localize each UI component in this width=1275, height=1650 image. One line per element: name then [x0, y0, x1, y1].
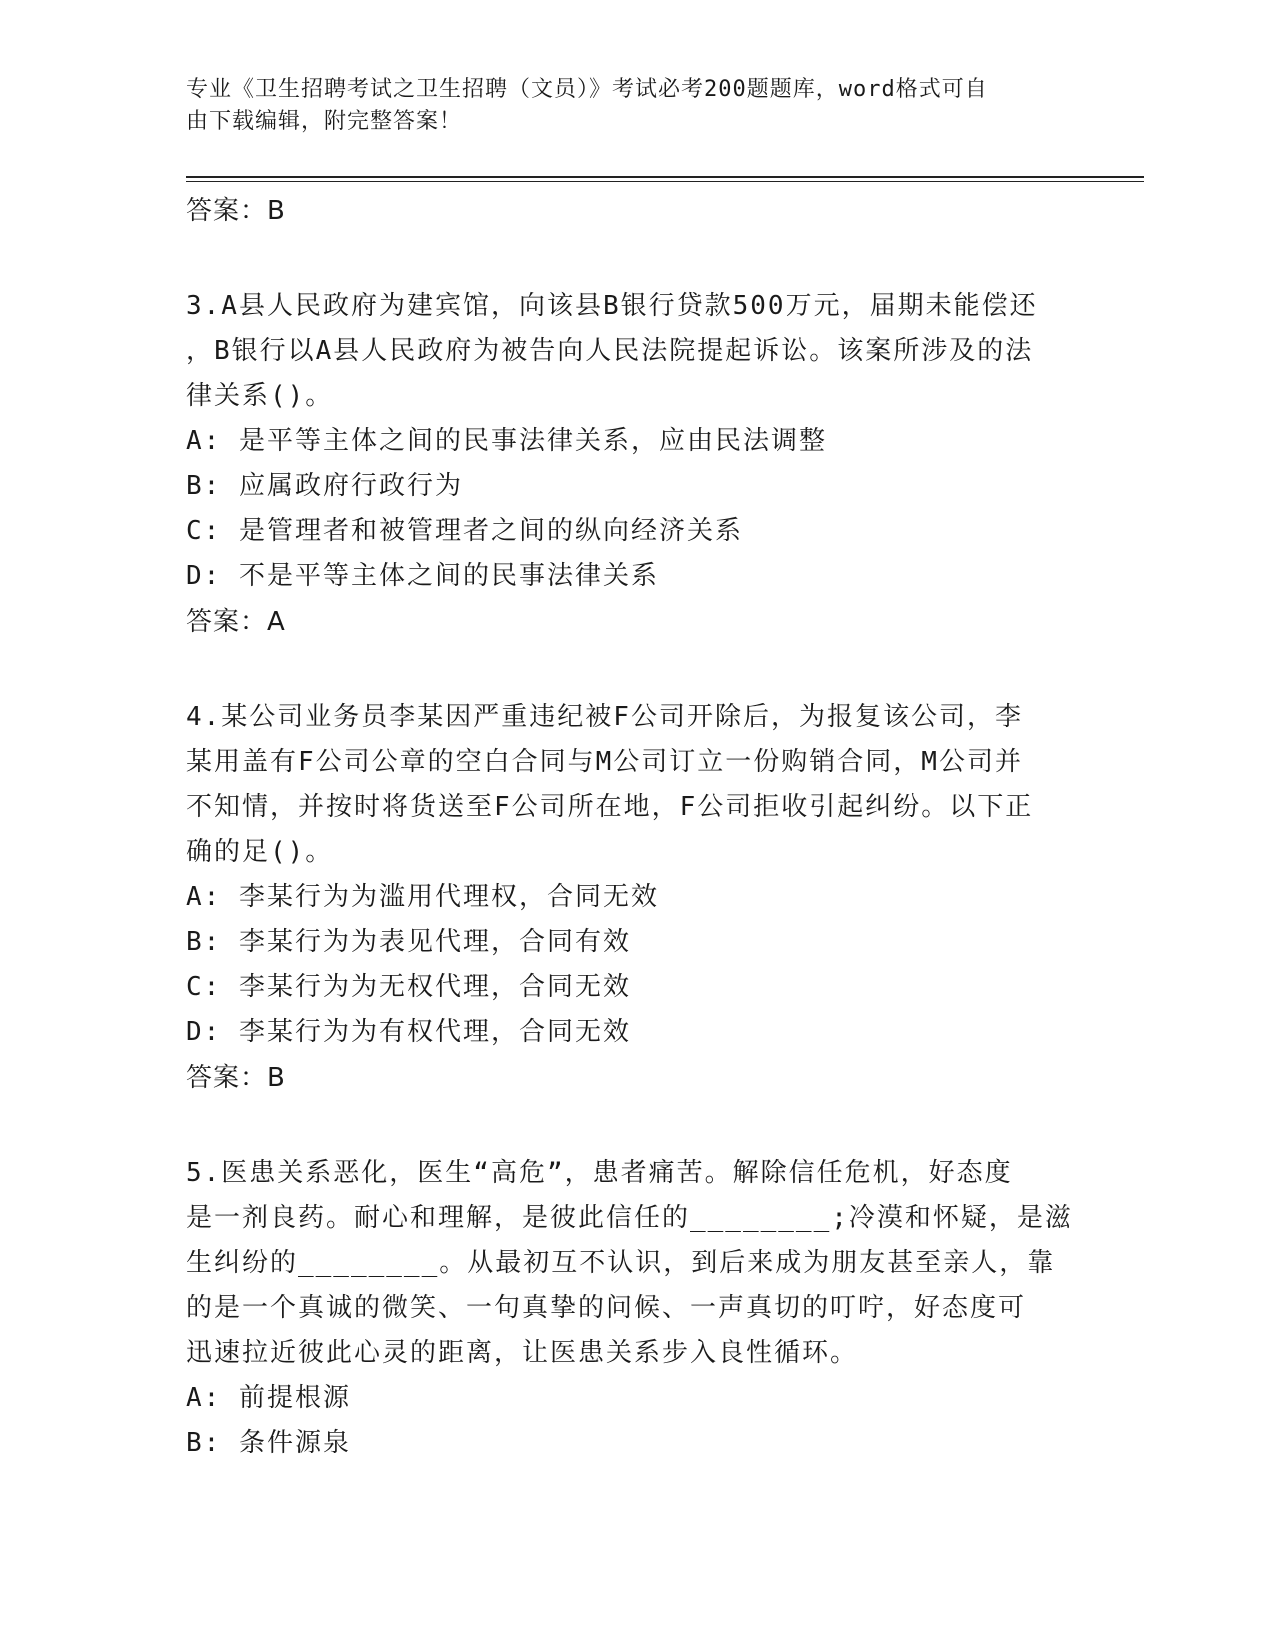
- header-title-line-1: 专业《卫生招聘考试之卫生招聘（文员）》考试必考200题题库，word格式可自: [186, 77, 988, 102]
- option-d: D: 不是平等主体之间的民事法律关系: [186, 561, 659, 591]
- option-b: B: 应属政府行政行为: [186, 471, 463, 501]
- question-stem-line: 是一剂良药。耐心和理解，是彼此信任的________;冷漠和怀疑，是滋: [186, 1203, 1073, 1233]
- option-b: B: 李某行为为表见代理，合同有效: [186, 927, 631, 957]
- option-c: C: 李某行为为无权代理，合同无效: [186, 972, 631, 1002]
- question-stem-line: ，B银行以A县人民政府为被告向人民法院提起诉讼。该案所涉及的法: [186, 336, 1034, 366]
- answer-line: 答案：A: [186, 607, 286, 637]
- question-list: [186, 188, 1086, 1466]
- question-stem-line: 确的足()。: [186, 837, 334, 867]
- document-header: [186, 74, 1056, 138]
- question-item: [186, 284, 1086, 645]
- answer-line: 答案：B: [186, 196, 286, 226]
- option-b: B: 条件源泉: [186, 1428, 351, 1458]
- question-item: [186, 695, 1086, 1101]
- option-a: A: 是平等主体之间的民事法律关系，应由民法调整: [186, 426, 827, 456]
- question-stem-line: 5.医患关系恶化，医生“高危”，患者痛苦。解除信任危机，好态度: [186, 1158, 1013, 1188]
- header-divider-thin: [186, 181, 1144, 182]
- answer-line: 答案：B: [186, 1063, 286, 1093]
- question-stem-line: 迅速拉近彼此心灵的距离，让医患关系步入良性循环。: [186, 1338, 859, 1368]
- spacer: [186, 234, 1086, 284]
- option-c: C: 是管理者和被管理者之间的纵向经济关系: [186, 516, 743, 546]
- question-stem-line: 的是一个真诚的微笑、一句真挚的问候、一声真切的叮咛，好态度可: [186, 1293, 1027, 1323]
- question-stem-line: 某用盖有F公司公章的空白合同与M公司订立一份购销合同，M公司并: [186, 747, 1023, 777]
- question-stem-line: 生纠纷的________。从最初互不认识，到后来成为朋友甚至亲人，靠: [186, 1248, 1056, 1278]
- spacer: [186, 1101, 1086, 1151]
- option-a: A: 前提根源: [186, 1383, 351, 1413]
- option-d: D: 李某行为为有权代理，合同无效: [186, 1017, 631, 1047]
- header-divider-thick: [186, 176, 1144, 178]
- question-stem-line: 律关系()。: [186, 381, 334, 411]
- question-stem-line: 3.A县人民政府为建宾馆，向该县B银行贷款500万元，届期未能偿还: [186, 291, 1038, 321]
- question-stem-line: 不知情，并按时将货送至F公司所在地，F公司拒收引起纠纷。以下正: [186, 792, 1034, 822]
- question-stem-line: 4.某公司业务员李某因严重违纪被F公司开除后，为报复该公司，李: [186, 702, 1023, 732]
- question-item: [186, 1151, 1086, 1466]
- option-a: A: 李某行为为滥用代理权，合同无效: [186, 882, 659, 912]
- header-title-line-2: 由下载编辑，附完整答案！: [186, 109, 463, 134]
- spacer: [186, 645, 1086, 695]
